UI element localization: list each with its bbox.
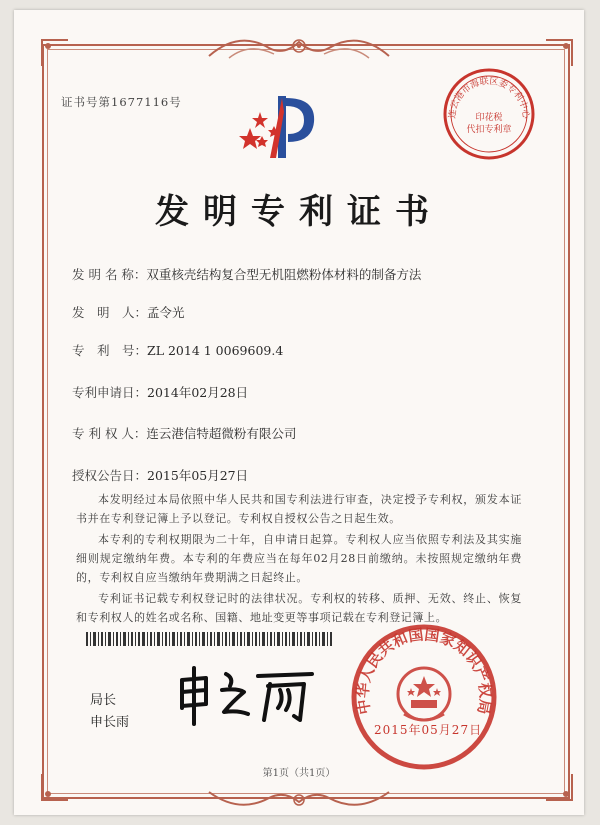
bottom-ornament-icon	[199, 786, 399, 816]
official-seal-icon	[349, 622, 499, 772]
body-paragraph-3: 专利证书记载专利权登记时的法律状况。专利权的转移、质押、无效、终止、恢复和专利权人的姓名或名称、国籍、地址变更等事项记载在专利登记簿上。	[76, 592, 522, 624]
field-patentee: 专 利 权 人：连云港信特超微粉有限公司	[72, 426, 297, 441]
certificate-sheet	[14, 10, 584, 815]
field-application-date: 专利申请日：2014年02月28日	[72, 385, 249, 400]
page-title: 发明专利证书	[155, 192, 443, 232]
field-patent-number: 专 利 号：ZL 2014 1 0069609.4	[72, 343, 284, 358]
field-grant-date: 授权公告日：2015年05月27日	[72, 468, 249, 483]
page-footer: 第1页（共1页）	[262, 768, 336, 779]
certificate-number: 证书号第1677116号	[61, 95, 182, 109]
svg-text:中华人民共和国国家知识产权局: 中华人民共和国国家知识产权局	[353, 625, 495, 716]
national-emblem-icon	[398, 668, 450, 720]
svg-text:印花税: 印花税	[475, 113, 503, 123]
director-name: 申长雨	[90, 715, 130, 730]
director-block	[90, 690, 129, 734]
field-invention-name: 发 明 名 称：双重核壳结构复合型无机阻燃粉体材料的制备方法	[72, 267, 422, 282]
field-inventor: 发 明 人：孟令光	[72, 305, 185, 320]
director-title: 局长	[90, 693, 117, 708]
barcode-icon	[86, 632, 336, 646]
corner-ornament-icon	[40, 38, 70, 68]
cnipa-logo-icon	[238, 92, 318, 162]
svg-text:代扣专利章: 代扣专利章	[466, 125, 512, 135]
seal-date: 2015年05月27日	[374, 723, 483, 737]
signature-icon	[172, 660, 322, 730]
top-ornament-icon	[199, 28, 399, 68]
corner-ornament-icon	[544, 38, 574, 68]
svg-text:连云港市海联区委专利中心: 连云港市海联区委专利中心	[447, 76, 531, 120]
body-paragraph-2: 本专利的专利权期限为二十年，自申请日起算。专利权人应当依照专利法及其实施细则规定缴纳年费。本专利的年费应当在每年02月28日前缴纳。未按照规定缴纳年费的，专利权自应当缴纳年费期满之日起终止。	[76, 533, 522, 584]
body-paragraph-1: 本发明经过本局依照中华人民共和国专利法进行审查，决定授予专利权，颁发本证书并在专利登记簿上予以登记。专利权自授权公告之日起生效。	[76, 493, 522, 525]
agency-seal-icon	[441, 66, 537, 162]
